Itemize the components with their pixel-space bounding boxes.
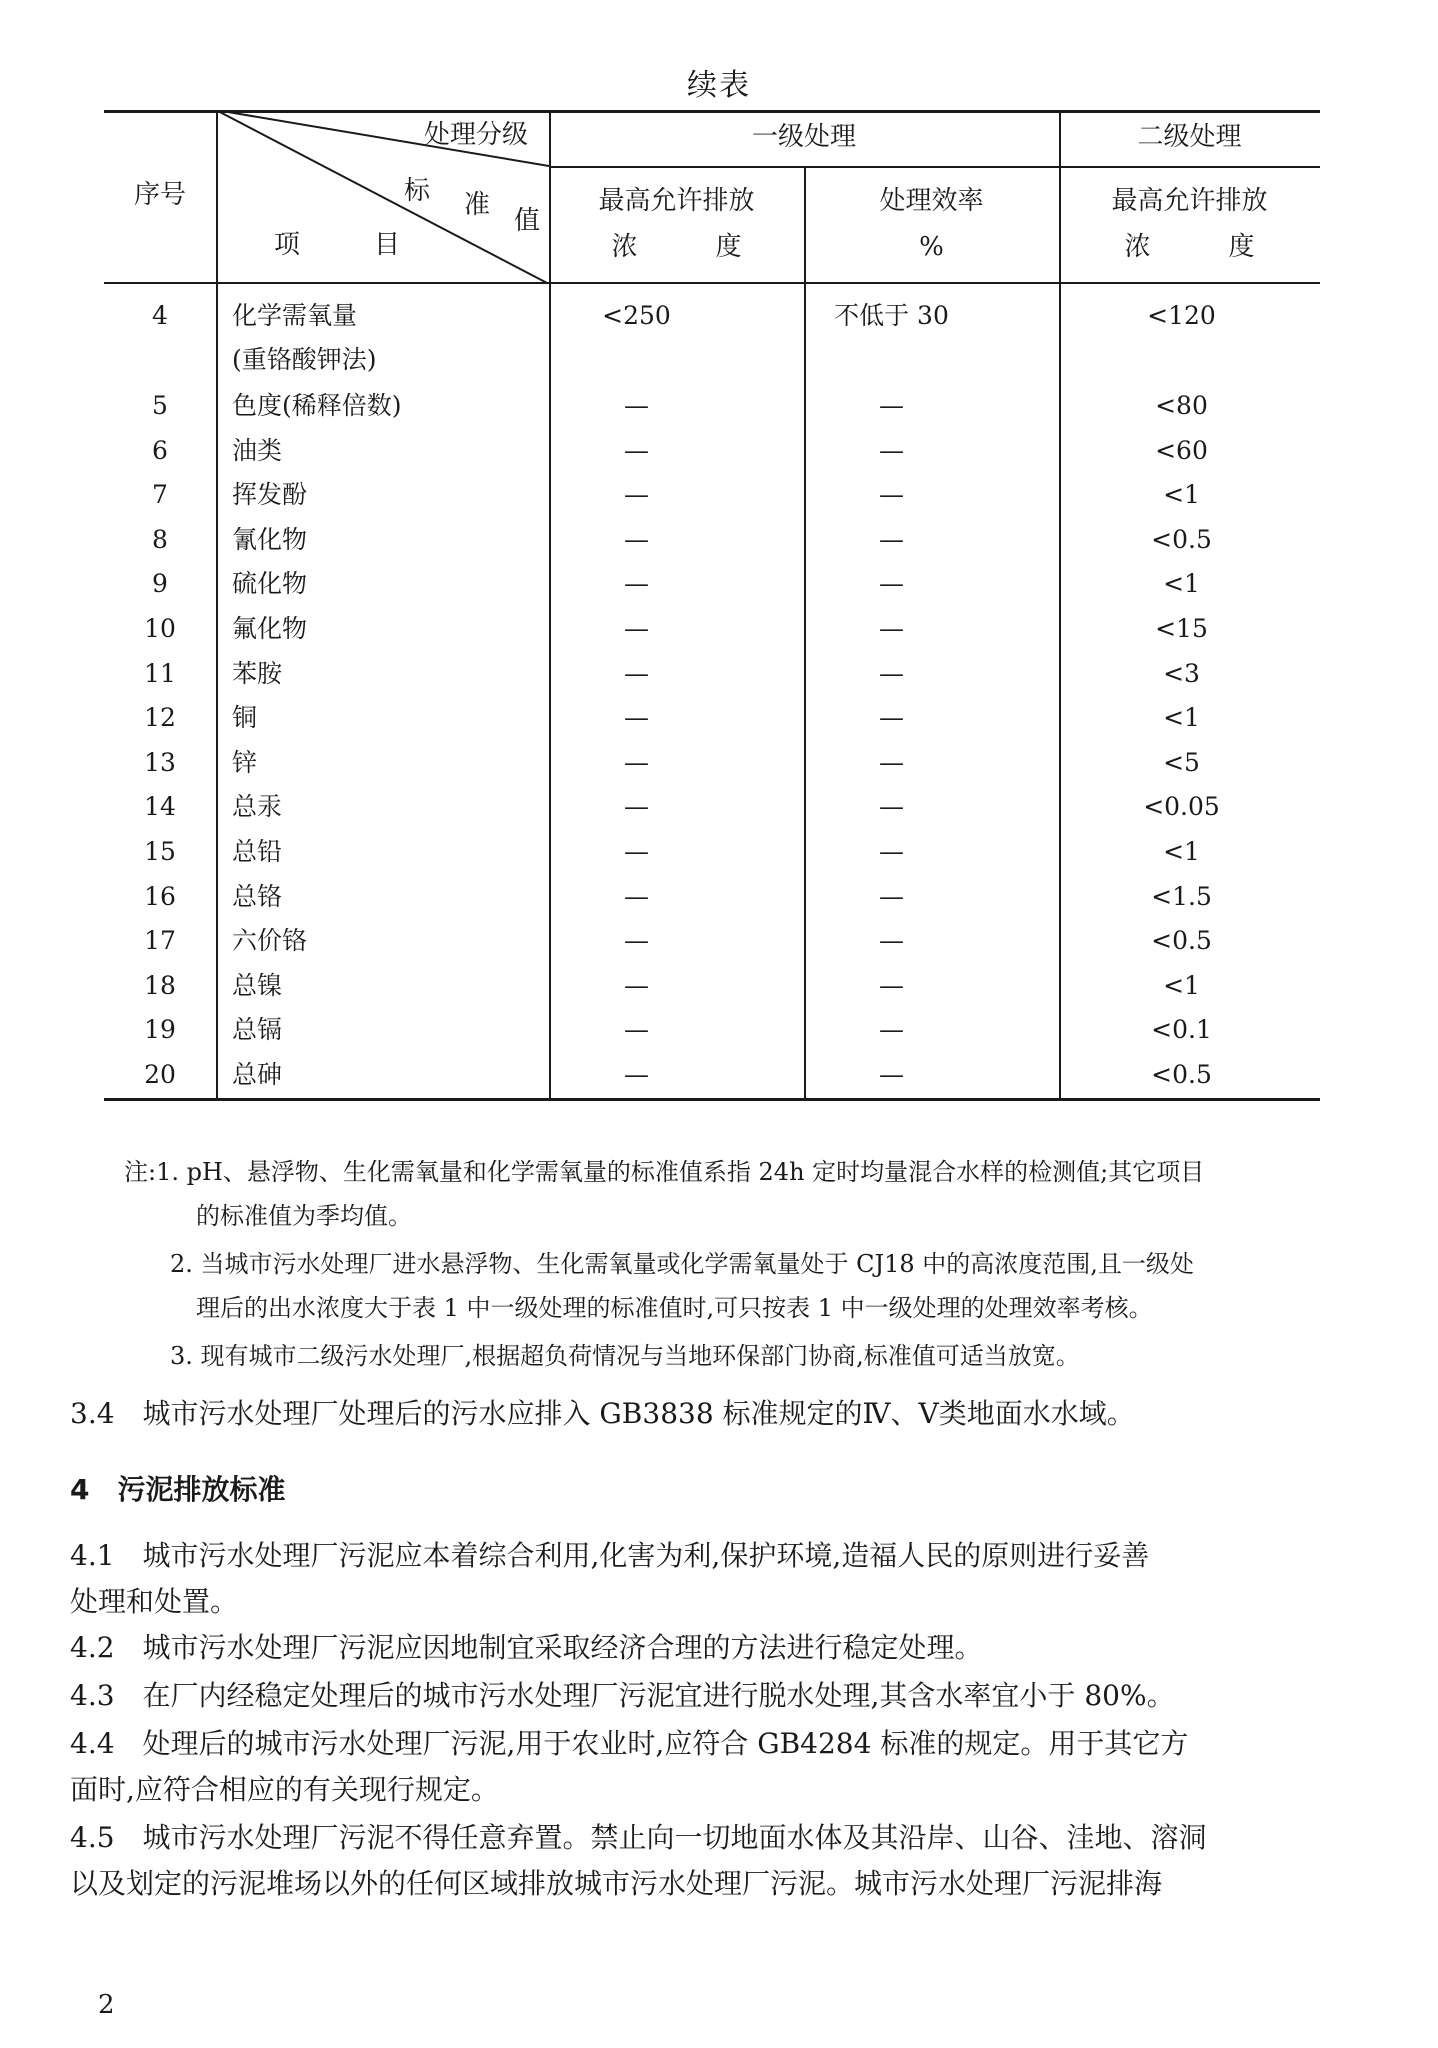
level2-max-conc: <0.1 — [1151, 1015, 1212, 1045]
item-name: 氰化物 — [232, 524, 308, 554]
level1-max-conc: — — [624, 703, 649, 733]
table-row — [104, 473, 1320, 517]
row-number: 13 — [144, 747, 176, 777]
level2-max-conc: <1 — [1163, 970, 1200, 1000]
item-name: 六价铬 — [232, 926, 308, 956]
table-row — [104, 696, 1320, 740]
level2-max-conc: <1 — [1163, 837, 1200, 866]
level1-efficiency: — — [879, 703, 904, 733]
item-name: 铜 — [232, 703, 258, 733]
level1-max-conc: — — [624, 926, 649, 956]
row-number: 19 — [144, 1015, 176, 1045]
header-std-char: 值 — [514, 206, 541, 236]
table-row — [104, 429, 1320, 473]
level2-max-conc: <5 — [1163, 747, 1200, 777]
table-row — [104, 652, 1320, 696]
row-number: 4 — [152, 301, 168, 330]
level1-efficiency: — — [879, 524, 904, 554]
level1-efficiency: — — [879, 658, 904, 688]
header-conc: 浓 度 — [1124, 232, 1255, 262]
row-number: 12 — [144, 703, 176, 733]
level2-max-conc: <1.5 — [1151, 881, 1212, 911]
level1-max-conc: — — [624, 792, 649, 822]
item-name: 总镉 — [232, 1015, 283, 1045]
level2-max-conc: <3 — [1163, 658, 1200, 688]
row-number: 11 — [144, 658, 176, 688]
item-name: 化学需氧量 — [232, 301, 358, 330]
level2-max-conc: <1 — [1163, 703, 1200, 733]
clause-paragraph: 以及划定的污泥堆场以外的任何区域排放城市污水处理厂污泥。城市污水处理厂污泥排海 — [70, 1867, 1163, 1900]
note-line: 2. 当城市污水处理厂进水悬浮物、生化需氧量或化学需氧量处于 CJ18 中的高浓度范围,且一级处 — [170, 1250, 1194, 1278]
table-row — [104, 875, 1320, 919]
row-number: 10 — [144, 614, 176, 643]
item-name: 色度(稀释倍数) — [232, 391, 402, 420]
table-row — [104, 518, 1320, 562]
level1-max-conc: — — [624, 837, 649, 866]
header-efficiency: 处理效率 — [879, 186, 984, 216]
item-name: 挥发酚 — [232, 480, 308, 510]
header-std-char: 准 — [464, 190, 491, 220]
table-row — [104, 919, 1320, 963]
clause-paragraph: 4.1 城市污水处理厂污泥应本着综合利用,化害为利,保护环境,造福人民的原则进行妥善 — [70, 1539, 1150, 1572]
note-line: 注:1. pH、悬浮物、生化需氧量和化学需氧量的标准值系指 24h 定时均量混合水样的检测值;其它项目 — [124, 1158, 1205, 1186]
table-row — [104, 785, 1320, 829]
level2-max-conc: <80 — [1155, 391, 1208, 420]
level1-max-conc: <250 — [602, 301, 671, 330]
table-row — [104, 1008, 1320, 1052]
item-name-sub: (重铬酸钾法) — [232, 345, 377, 374]
level1-efficiency: — — [879, 435, 904, 465]
level1-efficiency: 不低于 30 — [834, 301, 949, 330]
header-std-char: 标 — [404, 176, 431, 206]
level1-max-conc: — — [624, 524, 649, 554]
clause-3-4: 3.4 城市污水处理厂处理后的污水应排入 GB3838 标准规定的Ⅳ、Ⅴ类地面水水域。 — [70, 1397, 1135, 1430]
row-number: 5 — [152, 391, 168, 420]
level1-efficiency: — — [879, 569, 904, 599]
clause-paragraph: 处理和处置。 — [70, 1585, 239, 1618]
table-row — [104, 964, 1320, 1008]
level1-max-conc: — — [624, 569, 649, 599]
level2-max-conc: <0.5 — [1151, 926, 1212, 956]
level2-max-conc: <1 — [1163, 569, 1200, 599]
level2-max-conc: <1 — [1163, 480, 1200, 510]
level1-max-conc: — — [624, 1060, 649, 1089]
header-mid-rule — [549, 166, 1320, 168]
standards-table — [104, 110, 1320, 1110]
header-percent: % — [919, 232, 944, 262]
level2-max-conc: <0.5 — [1151, 1060, 1212, 1089]
level1-max-conc: — — [624, 970, 649, 1000]
header-max-conc: 最高允许排放 — [598, 186, 755, 216]
row-number: 7 — [152, 480, 168, 510]
header-item-char: 目 — [374, 230, 401, 260]
item-name: 总汞 — [232, 792, 283, 822]
table-row — [104, 830, 1320, 874]
level2-max-conc: <120 — [1147, 301, 1216, 330]
item-name: 硫化物 — [232, 569, 308, 599]
item-name: 氟化物 — [232, 614, 308, 643]
row-number: 15 — [144, 837, 176, 866]
level1-efficiency: — — [879, 792, 904, 822]
level1-efficiency: — — [879, 391, 904, 420]
level1-max-conc: — — [624, 480, 649, 510]
page-number: 2 — [98, 1990, 115, 2020]
clause-paragraph: 4.4 处理后的城市污水处理厂污泥,用于农业时,应符合 GB4284 标准的规定。用于其它方 — [70, 1727, 1189, 1760]
header-seq: 序号 — [133, 180, 186, 210]
table-row — [104, 607, 1320, 651]
table-row — [104, 741, 1320, 785]
level1-efficiency: — — [879, 1015, 904, 1045]
level1-max-conc: — — [624, 391, 649, 420]
clause-paragraph: 面时,应符合相应的有关现行规定。 — [70, 1773, 499, 1806]
page-title: 续表 — [687, 68, 751, 103]
table-row — [104, 1053, 1320, 1097]
table-bottom-rule — [104, 1098, 1320, 1101]
level1-max-conc: — — [624, 435, 649, 465]
row-number: 8 — [152, 524, 168, 554]
header-level1: 一级处理 — [751, 122, 856, 152]
row-number: 20 — [144, 1060, 176, 1089]
header-level2: 二级处理 — [1137, 122, 1242, 152]
level2-max-conc: <0.5 — [1151, 524, 1212, 554]
level1-efficiency: — — [879, 747, 904, 777]
table-row — [104, 294, 1320, 374]
level1-efficiency: — — [879, 837, 904, 866]
level1-efficiency: — — [879, 970, 904, 1000]
row-number: 17 — [144, 926, 176, 956]
clause-paragraph: 4.5 城市污水处理厂污泥不得任意弃置。禁止向一切地面水体及其沿岸、山谷、洼地、溶洞 — [70, 1821, 1207, 1854]
level1-efficiency: — — [879, 926, 904, 956]
row-number: 16 — [144, 881, 176, 911]
section-heading: 4 污泥排放标准 — [70, 1473, 286, 1506]
item-name: 总铬 — [232, 881, 283, 911]
item-name: 总镍 — [232, 970, 283, 1000]
row-number: 6 — [152, 435, 168, 465]
level2-max-conc: <60 — [1155, 435, 1208, 465]
item-name: 苯胺 — [232, 658, 283, 688]
level1-efficiency: — — [879, 1060, 904, 1089]
note-line: 的标准值为季均值。 — [196, 1202, 412, 1230]
header-conc: 浓 度 — [611, 232, 742, 262]
table-row — [104, 384, 1320, 428]
level1-efficiency: — — [879, 480, 904, 510]
note-line: 3. 现有城市二级污水处理厂,根据超负荷情况与当地环保部门协商,标准值可适当放宽。 — [170, 1342, 1080, 1370]
clause-paragraph: 4.3 在厂内经稳定处理后的城市污水处理厂污泥宜进行脱水处理,其含水率宜小于 80%。 — [70, 1679, 1175, 1712]
row-number: 14 — [144, 792, 176, 822]
item-name: 总铅 — [232, 837, 283, 866]
level1-max-conc: — — [624, 1015, 649, 1045]
header-item-char: 项 — [274, 230, 301, 260]
table-row — [104, 562, 1320, 606]
level1-max-conc: — — [624, 747, 649, 777]
note-line: 理后的出水浓度大于表 1 中一级处理的标准值时,可只按表 1 中一级处理的处理效率考核。 — [196, 1294, 1153, 1322]
level1-max-conc: — — [624, 614, 649, 643]
header-grade: 处理分级 — [424, 120, 529, 150]
level2-max-conc: <0.05 — [1143, 792, 1220, 822]
item-name: 锌 — [232, 747, 258, 777]
row-number: 9 — [152, 569, 168, 599]
clause-paragraph: 4.2 城市污水处理厂污泥应因地制宜采取经济合理的方法进行稳定处理。 — [70, 1631, 983, 1664]
header-max-conc: 最高允许排放 — [1111, 186, 1268, 216]
row-number: 18 — [144, 970, 176, 1000]
level1-max-conc: — — [624, 881, 649, 911]
level1-efficiency: — — [879, 614, 904, 643]
item-name: 油类 — [232, 435, 283, 465]
level2-max-conc: <15 — [1155, 614, 1208, 643]
level1-efficiency: — — [879, 881, 904, 911]
item-name: 总砷 — [232, 1060, 283, 1089]
level1-max-conc: — — [624, 658, 649, 688]
